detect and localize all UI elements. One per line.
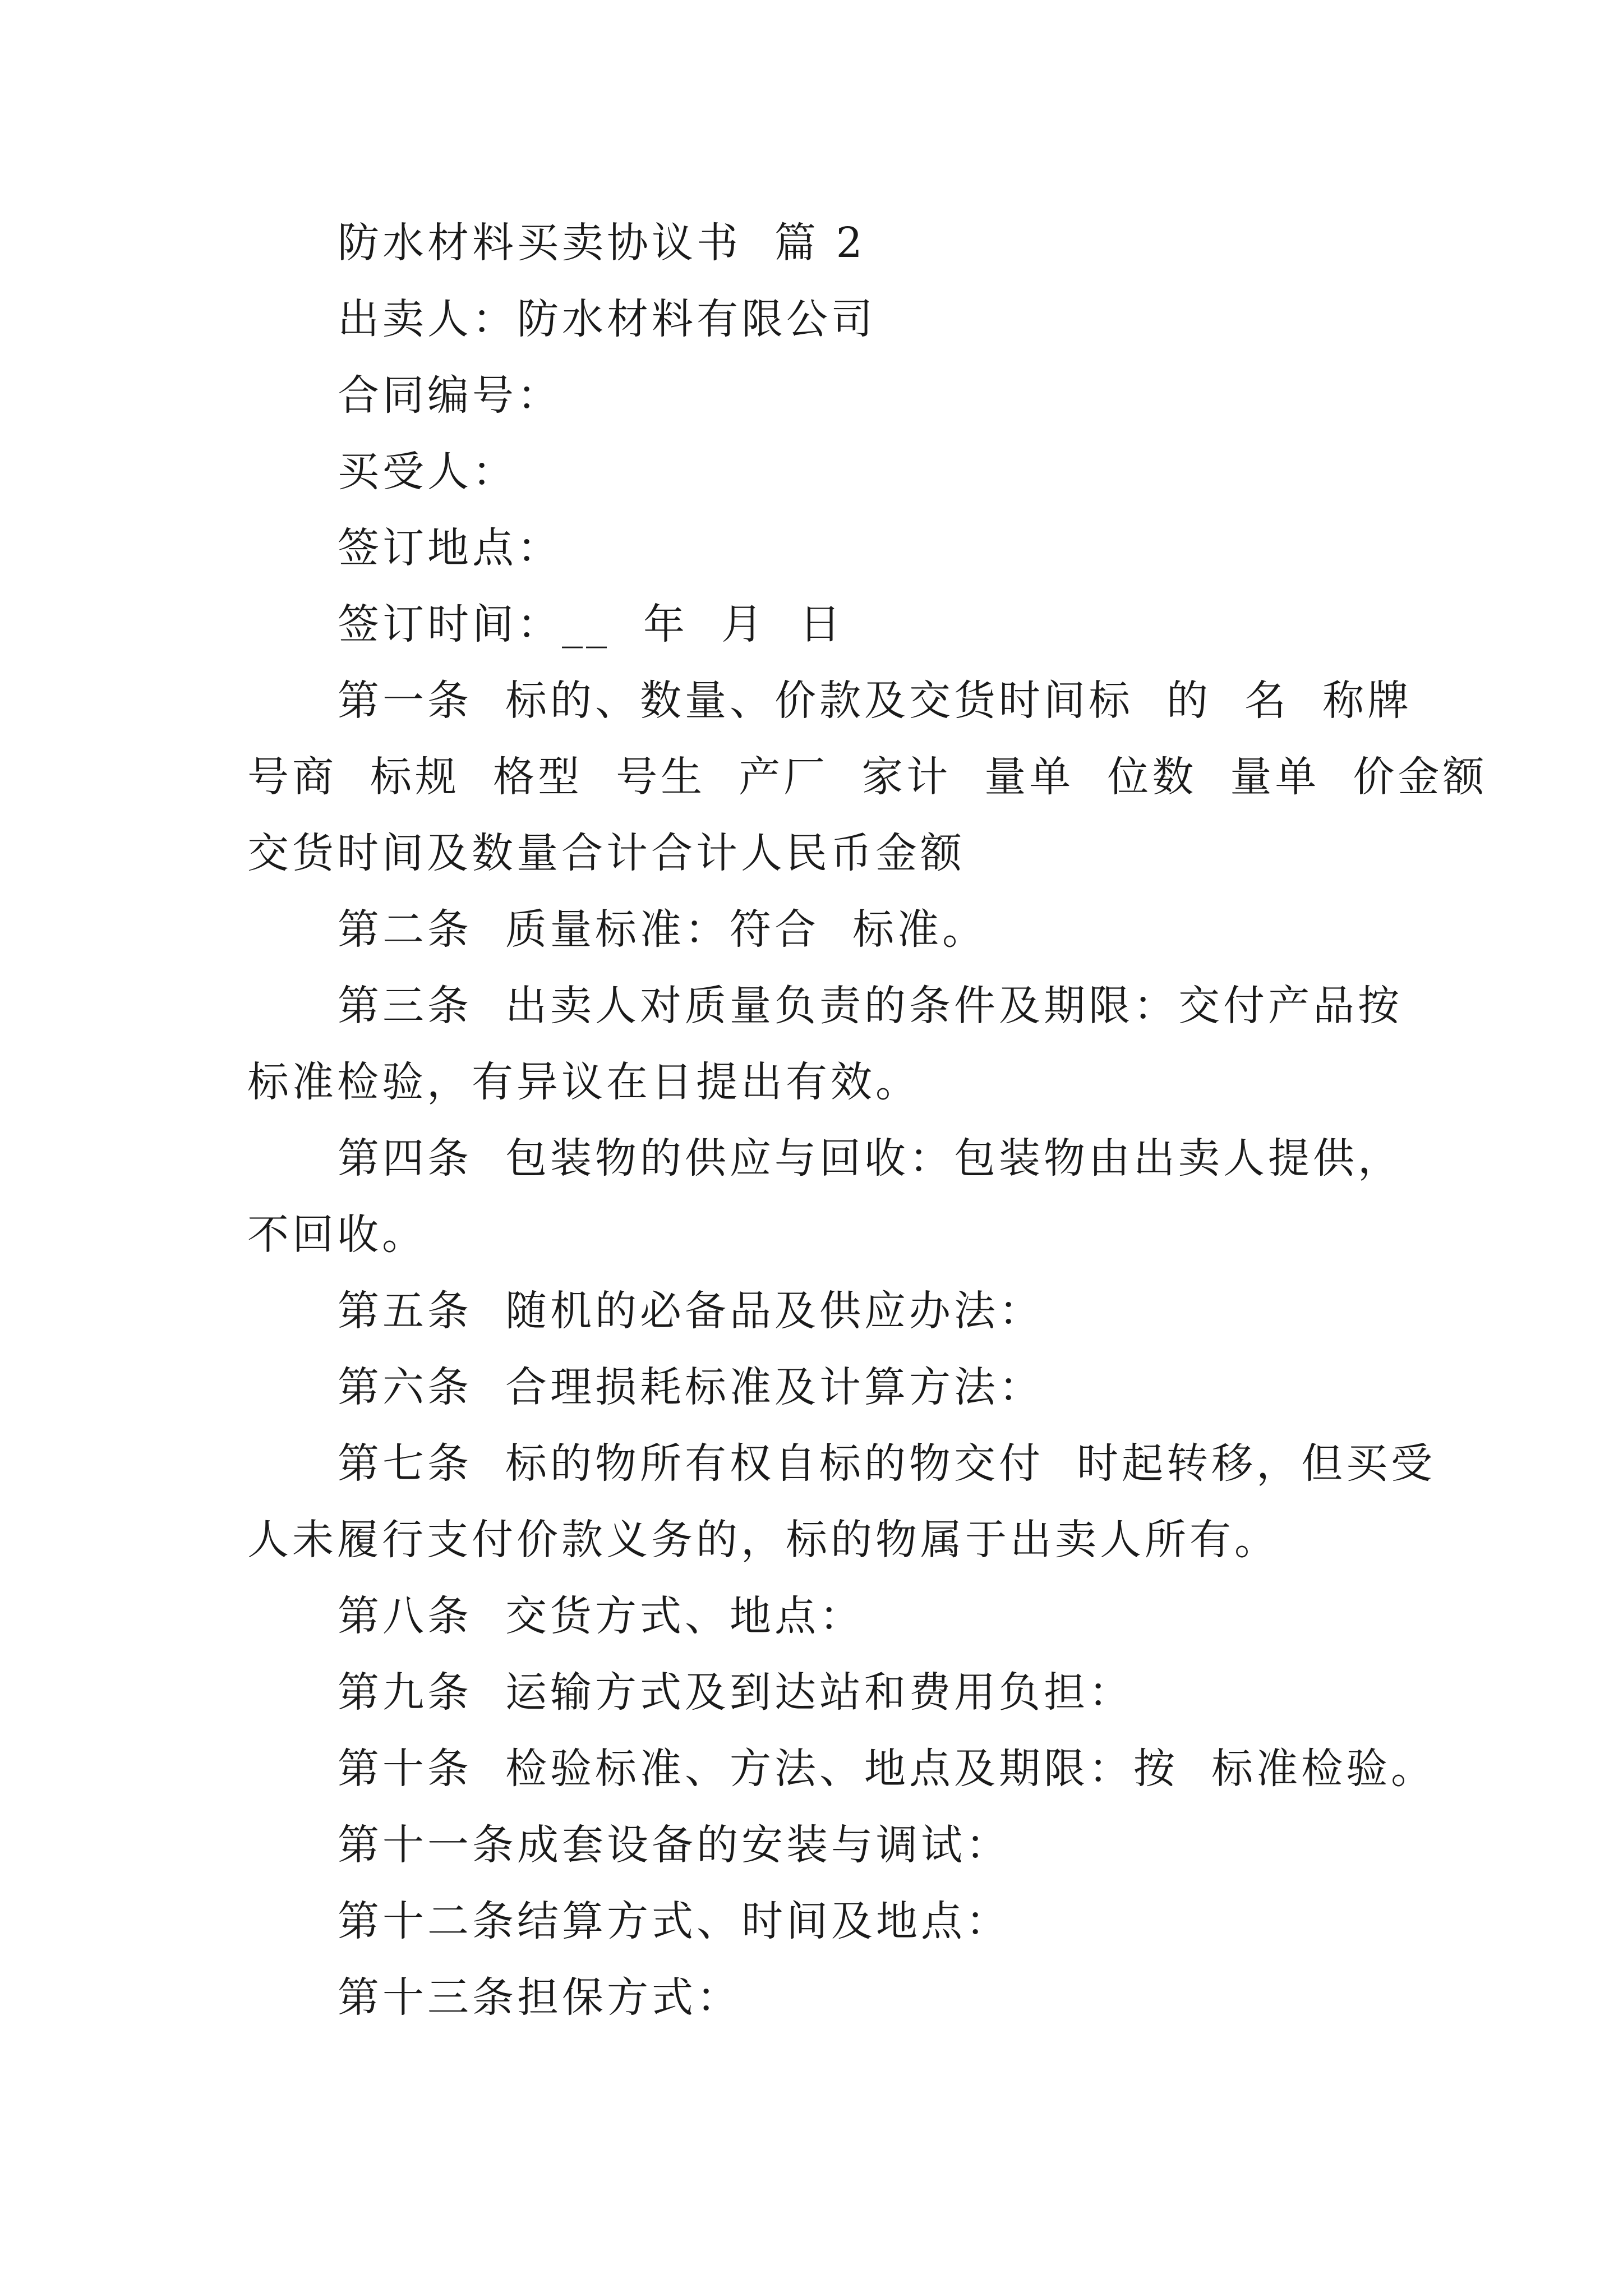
clause-7-line-1: 第七条 标的物所有权自标的物交付 时起转移，但买受 [338, 1439, 1436, 1488]
document-title: 防水材料买卖协议书 篇 2 [338, 219, 866, 267]
clause-3-line-1: 第三条 出卖人对质量负责的条件及期限：交付产品按 [338, 982, 1403, 1030]
clause-5: 第五条 随机的必备品及供应办法： [338, 1287, 1044, 1335]
clause-2: 第二条 质量标准：符合 标准。 [338, 905, 988, 954]
clause-4-line-1: 第四条 包装物的供应与回收：包装物由出卖人提供， [338, 1134, 1403, 1182]
clause-13: 第十三条担保方式： [338, 1973, 741, 2022]
signing-date-field: 签订时间：__ 年 月 日 [338, 600, 845, 648]
clause-11: 第十一条成套设备的安装与调试： [338, 1821, 1011, 1869]
clause-12: 第十二条结算方式、时间及地点： [338, 1897, 1011, 1945]
seller-field: 出卖人：防水材料有限公司 [338, 295, 876, 343]
clause-1-line-2: 号商 标规 格型 号生 产厂 家计 量单 位数 量单 价金额 [247, 753, 1488, 801]
clause-10: 第十条 检验标准、方法、地点及期限：按 标准检验。 [338, 1745, 1436, 1793]
clause-9: 第九条 运输方式及到达站和费用负担： [338, 1668, 1134, 1717]
contract-number-field: 合同编号： [338, 371, 562, 420]
clause-1-line-1: 第一条 标的、数量、价款及交货时间标 的 名 称牌 [338, 677, 1413, 725]
clause-3-line-2: 标准检验，有异议在日提出有效。 [247, 1058, 920, 1106]
clause-7-line-2: 人未履行支付价款义务的，标的物属于出卖人所有。 [247, 1516, 1279, 1564]
buyer-field: 买受人： [338, 448, 517, 496]
clause-4-line-2: 不回收。 [247, 1211, 427, 1259]
clause-1-line-3: 交货时间及数量合计合计人民币金额 [247, 829, 965, 877]
clause-6: 第六条 合理损耗标准及计算方法： [338, 1363, 1044, 1411]
signing-place-field: 签订地点： [338, 524, 562, 572]
clause-8: 第八条 交货方式、地点： [338, 1592, 865, 1640]
